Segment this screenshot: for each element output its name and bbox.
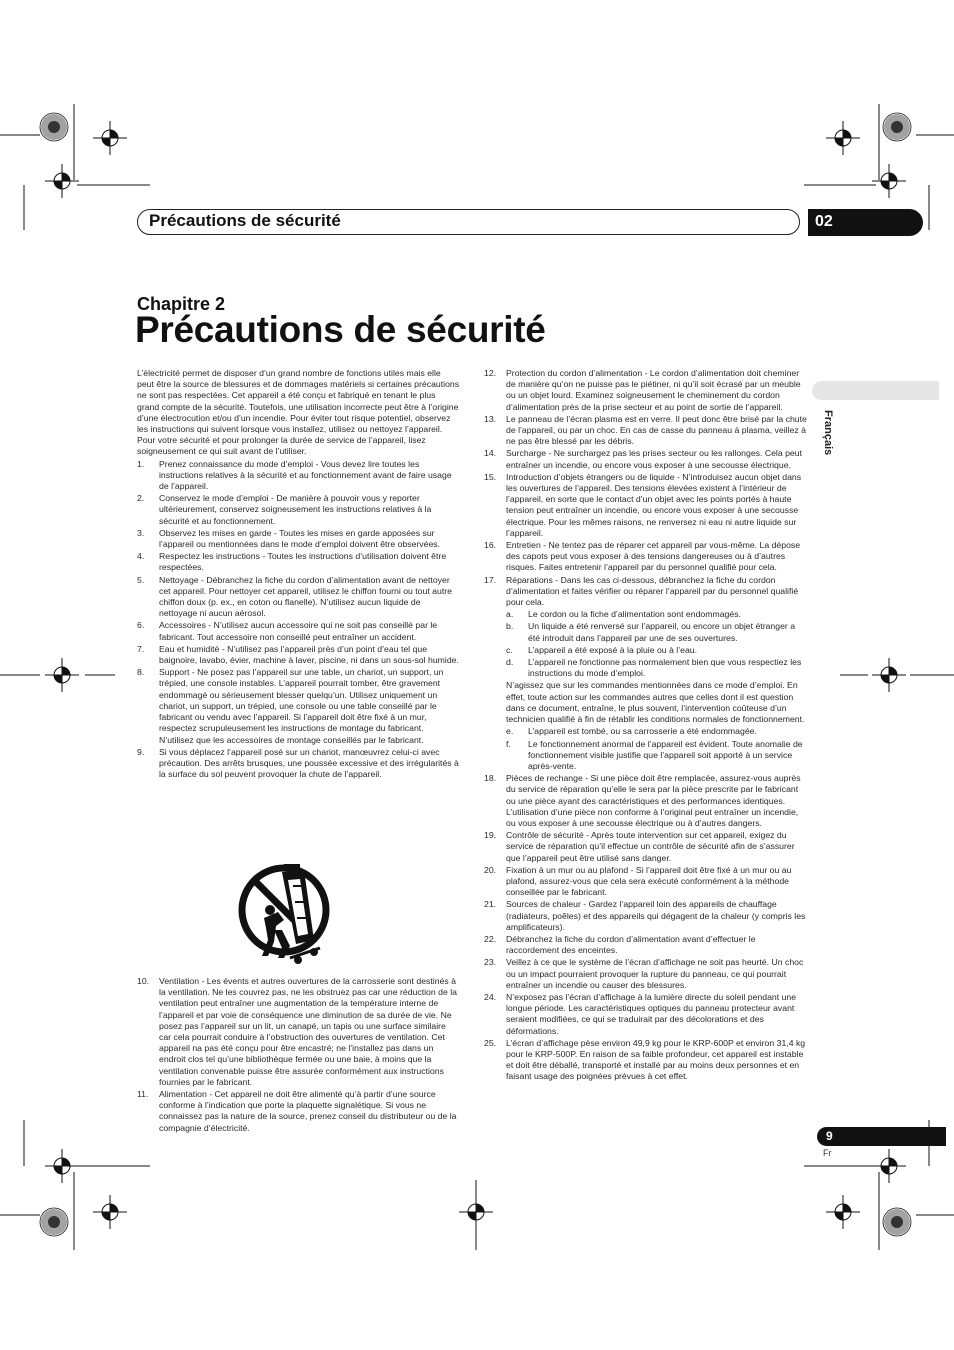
sub-list-item (484, 739, 807, 773)
cart-tip-over-warning-icon (238, 852, 330, 968)
page-number-badge: 9 (817, 1127, 946, 1146)
list-item-text: Protection du cordon d’alimentation - Le cordon d’alimentation doit cheminer de manière qu’on ne puisse pas le piétiner, ni qu’il soit écrasé par un meuble ou un objet lourd. Examinez soigneusement le cheminement du cordon d’alimentation près de la prise secteur et au point de sortie de l’appareil. (506, 368, 801, 412)
list-item (484, 575, 807, 609)
sub-list-item-text: Un liquide a été renversé sur l’appareil, ou encore un objet étranger a été introduit dans l’appareil par une de ses ouvertures. (528, 621, 796, 643)
sub-list-item-text: L’appareil ne fonctionne pas normalement bien que vous respectiez les instructions du mode d’emploi. (528, 657, 802, 679)
sub-list-item (484, 726, 807, 737)
list-item-text: Prenez connaissance du mode d’emploi - Vous devez lire toutes les instructions relatives à la sécurité et au fonctionnement avant de faire usage de l’appareil. (159, 458, 452, 492)
list-item-number: 8. (137, 667, 145, 678)
list-item (484, 865, 807, 899)
list-item (484, 1038, 807, 1083)
sub-list-item (484, 609, 807, 620)
list-item-number: 14. (484, 448, 497, 459)
list-item (137, 575, 460, 620)
chapter-label: Chapitre 2 (137, 294, 226, 314)
list-item (137, 528, 460, 550)
list-item (137, 459, 460, 493)
list-item-number: 11. (137, 1089, 149, 1100)
list-item-number: 15. (484, 471, 497, 482)
list-item-number: 20. (484, 864, 497, 875)
list-item-number: 12. (484, 368, 497, 378)
sub-list-item (484, 621, 807, 643)
list-item (484, 448, 807, 470)
left-column-continued (137, 976, 460, 1135)
list-item-text: Veillez à ce que le système de l’écran d’affichage ne soit pas heurté. Un choc ou un impact pourraient provoquer la rupture du panneau, ce qui pourrait entraîner un incendie ou causer des blessures. (506, 957, 804, 990)
list-item-number: 16. (484, 540, 497, 551)
list-item-number: 21. (484, 899, 497, 910)
list-item (484, 368, 807, 413)
list-item (137, 747, 460, 781)
list-item-text: Nettoyage - Débranchez la fiche du cordon d’alimentation avant de nettoyer cet appareil. Pour nettoyer cet appareil, utilisez le chiffon fourni ou tout autre chiffon doux (p. ex., en coton ou flanelle). N’utilisez aucun liquide de nettoyage ni aucun aérosol. (159, 574, 452, 619)
list-item-text: Fixation à un mur ou au plafond - Si l’appareil doit être fixé à un mur ou au plafond, assurez-vous que cela sera exécuté conformément à la méthode conseillée par le fabricant. (506, 864, 792, 898)
list-item-text: Surcharge - Ne surchargez pas les prises secteur ou les rallonges. Cela peut entraîner un incendie, ou encore vous exposer à une secousse électrique. (506, 448, 803, 470)
sub-list-item-text: L’appareil a été exposé à la pluie ou à l’eau. (528, 644, 698, 655)
list-item-number: 1. (137, 458, 145, 469)
chapter-number-badge: 02 (808, 209, 923, 236)
sub-list-item-number: f. (506, 738, 511, 749)
list-item-text: Sources de chaleur - Gardez l’appareil loin des appareils de chauffage (radiateurs, poêles) et des appareils qui dégagent de la chaleur (y compris les amplificateurs). (506, 899, 806, 932)
left-column (137, 368, 460, 781)
list-item-number: 24. (484, 991, 497, 1002)
list-item-number: 3. (137, 527, 145, 538)
list-item-text: Contrôle de sécurité - Après toute intervention sur cet appareil, exigez du service de réparation qu’il effectue un contrôle de sécurité afin de s’assurer que l’appareil peut être utilisé sans danger. (506, 830, 795, 863)
sub-list-item (484, 645, 807, 656)
item17-sublist-b (484, 726, 807, 772)
list-item-text: Introduction d’objets étrangers ou de liquide - N’introduisez aucun objet dans les ouvertures de l’appareil. Des tensions élevées existent à l’intérieur de l’appareil, en sorte que le contact d’un objet avec les points portés à haute tension peut entraîner un incendie, ou encore vous exposer à une secousse électrique. Pour les mêmes raisons, ne renversez ni eau ni autre liquide sur l’appareil. (506, 471, 802, 538)
list-item-text: Observez les mises en garde - Toutes les mises en garde apposées sur l’appareil ou mentionnées dans le mode d’emploi doivent être observées. (159, 527, 441, 550)
list-item-number: 17. (484, 574, 497, 585)
list-item-number: 25. (484, 1037, 497, 1048)
list-item-text: Le panneau de l’écran plasma est en verre. Il peut donc être brisé par la chute de l’appareil, ou par un choc. En cas de casse du panneau à plasma, veillez à ne pas être blessé par les débris. (506, 413, 807, 447)
list-item (137, 667, 460, 745)
list-item-number: 2. (137, 493, 145, 504)
list-item-number: 19. (484, 830, 497, 841)
left-list (137, 459, 460, 781)
sub-list-item-number: c. (506, 644, 513, 655)
list-item-number: 5. (137, 574, 145, 585)
sub-list-item-number: a. (506, 609, 514, 620)
list-item (137, 620, 460, 642)
sub-list-item-number: b. (506, 621, 514, 632)
list-item (137, 644, 460, 666)
list-item-number: 9. (137, 746, 145, 757)
list-item-number: 18. (484, 773, 497, 784)
list-item-number: 23. (484, 957, 497, 968)
list-item-number: 7. (137, 643, 145, 654)
sub-list-item-number: d. (506, 657, 514, 668)
list-item-text: N’exposez pas l’écran d’affichage à la lumière directe du soleil pendant une longue période. Les caractéristiques optiques du panneau protecteur avant seraient modifiées, ce qui se traduirait par des décolorations et des déformations. (506, 991, 797, 1036)
sub-list-item (484, 657, 807, 679)
list-item (137, 551, 460, 573)
list-item-text: Eau et humidité - N’utilisez pas l’appareil près d’un point d’eau tel que baignoire, lavabo, évier, machine à laver, piscine, ni dans un sous-sol humide. (159, 643, 459, 666)
left-list-after (137, 976, 460, 1134)
right-list-a (484, 368, 807, 608)
list-item-text: Alimentation - Cet appareil ne doit être alimenté qu’à partir d’une source conforme à l’indication que porte la plaquette signalétique. Si vous ne connaissez pas la nature de la source, prenez conseil du distributeur ou de la compagnie d’électricité. (159, 1089, 457, 1133)
list-item (484, 830, 807, 864)
list-item-text: Réparations - Dans les cas ci-dessous, débranchez la fiche du cordon d’alimentation et faites vérifier ou réparer l’appareil par du personnel qualifié pour cela. (506, 574, 799, 608)
list-item-number: 22. (484, 933, 497, 944)
list-item (484, 957, 807, 991)
list-item (484, 472, 807, 539)
list-item-text: Pièces de rechange - Si une pièce doit être remplacée, assurez-vous auprès du service de réparation qu’elle le sera par la pièce prescrite par le fabricant ou une pièce ayant des caractéristiques et des performances identiques. L’utilisation d’une pièce non conforme à l’original peut entraîner un incendie, ou vous exposer à une secousse électrique ou à d’autres dangers. (506, 773, 801, 828)
list-item-text: Respectez les instructions - Toutes les instructions d’utilisation doivent être respectées. (159, 551, 447, 573)
list-item (484, 414, 807, 448)
language-label: Français (822, 410, 834, 456)
list-item-text: L’écran d’affichage pèse environ 49,9 kg pour le KRP-600P et environ 31,4 kg pour le KRP-500P. En raison de sa faible profondeur, cet appareil est instable et doit être déballé, transporté et installé par au moins deux personnes et en faisant usage des poignées prévues à cet effet. (506, 1037, 806, 1082)
header-title: Précautions de sécurité (149, 211, 341, 230)
item17-sublist-a (484, 609, 807, 679)
sub-list-item-text: Le fonctionnement anormal de l’appareil est évident. Toute anomalie de fonctionnement visible justifie que l’appareil soit apporté à un service après-vente. (528, 738, 803, 771)
list-item (484, 934, 807, 956)
list-item-number: 10. (137, 976, 150, 986)
list-item-text: Support - Ne posez pas l’appareil sur une table, un chariot, un support, un trépied, une console instables. L’appareil pourrait tomber, être gravement endommagé ou sérieusement blesser quelqu’un. Utilisez uniquement un chariot, un support, un trépied, une console ou une table conseillé par le fabricant ou vendu avec l’appareil. Si l’appareil doit être fixé à un mur, respectez scrupuleusement les instructions de montage du fabricant. N’utilisez que les accessoires de montage conseillés par le fabricant. (159, 667, 444, 745)
language-side-tab (812, 381, 939, 400)
list-item-text: Ventilation - Les évents et autres ouvertures de la carrosserie sont destinés à la ventilation. Ne les couvrez pas, ne les obstruez pas car une réduction de la ventilation peut entraîner une augmentation de la température interne de l’appareil et par voie de conséquence une diminution de sa durée de vie. Ne posez pas l’appareil sur un lit, un canapé, un tapis ou une surface similaire car cela pourrait conduire à l’obstruction des ouvertures de ventilation. Cet appareil na pas été conçu pour être encastré; ne l’installez pas dans un endroit clos tel qu’une bibliothèque fermée ou une baie, à moins que la ventilation convenable puisse être assurée conformément aux instructions fournies par le fabricant. (159, 976, 457, 1087)
list-item (484, 773, 807, 829)
list-item (484, 899, 807, 933)
list-item-number: 13. (484, 413, 497, 424)
list-item (484, 540, 807, 574)
list-item (137, 976, 460, 1088)
list-item-text: Entretien - Ne tentez pas de réparer cet appareil par vous-même. La dépose des capots peut vous exposer à des tensions dangereuses ou à d’autres risques. Faites entretenir l’appareil par du personnel qualifié pour cela. (506, 540, 801, 573)
list-item (137, 493, 460, 527)
list-item (484, 992, 807, 1037)
page-title: Précautions de sécurité (135, 309, 546, 350)
sub-list-item-number: e. (506, 726, 514, 737)
intro-paragraph: L’électricité permet de disposer d’un grand nombre de fonctions utiles mais elle peut être la source de blessures et de dommages matériels si certaines précautions ne sont pas respectées. Cet appareil a été conçu et fabriqué en tenant le plus grand compte de la sécurité. Toutefois, une utilisation incorrecte peut être à l’origine d’une électrocution et/ou d’un incendie. Pour éviter tout risque potentiel, observez les instructions qui suivent lorsque vous installez, utilisez ou nettoyez l’appareil. Pour votre sécurité et pour prolonger la durée de service de l’appareil, lisez soigneusement ce qui suit avant de l’utiliser. (137, 368, 460, 457)
list-item-text: Conservez le mode d’emploi - De manière à pouvoir vous y reporter ultérieurement, conservez soigneusement les instructions relatives à la sécurité et au fonctionnement. (159, 493, 432, 526)
list-item-number: 4. (137, 551, 145, 562)
list-item (137, 1089, 460, 1134)
item17-note: N’agissez que sur les commandes mentionnées dans ce mode d’emploi. En effet, toute action sur les commandes autres que celles dont il est question dans ce document, entraîne, le plus souvent, l’intervention coûteuse d’un technicien qualifié à fin de rétablir les conditions normales de fonctionnement. (506, 680, 805, 725)
sub-list-item-text: L’appareil est tombé, ou sa carrosserie a été endommagée. (528, 726, 757, 737)
list-item-number: 6. (137, 620, 145, 631)
right-column (484, 368, 807, 1084)
list-item-text: Accessoires - N’utilisez aucun accessoire qui ne soit pas conseillé par le fabricant. Tout accessoire non conseillé peut entraîner un accident. (159, 620, 438, 642)
list-item-text: Si vous déplacez l’appareil posé sur un chariot, manœuvrez celui-ci avec précaution. Des arrêts brusques, une poussée excessive et des irrégularités à la surface du sol peuvent provoquer la chute de l’appareil. (159, 746, 459, 780)
sub-list-item-text: Le cordon ou la fiche d’alimentation sont endommagés. (528, 609, 741, 620)
right-list-b (484, 773, 807, 1082)
list-item-text: Débranchez la fiche du cordon d’alimentation avant d’effectuer le raccordement des enceintes. (506, 933, 756, 956)
page-language-code: Fr (823, 1148, 832, 1158)
